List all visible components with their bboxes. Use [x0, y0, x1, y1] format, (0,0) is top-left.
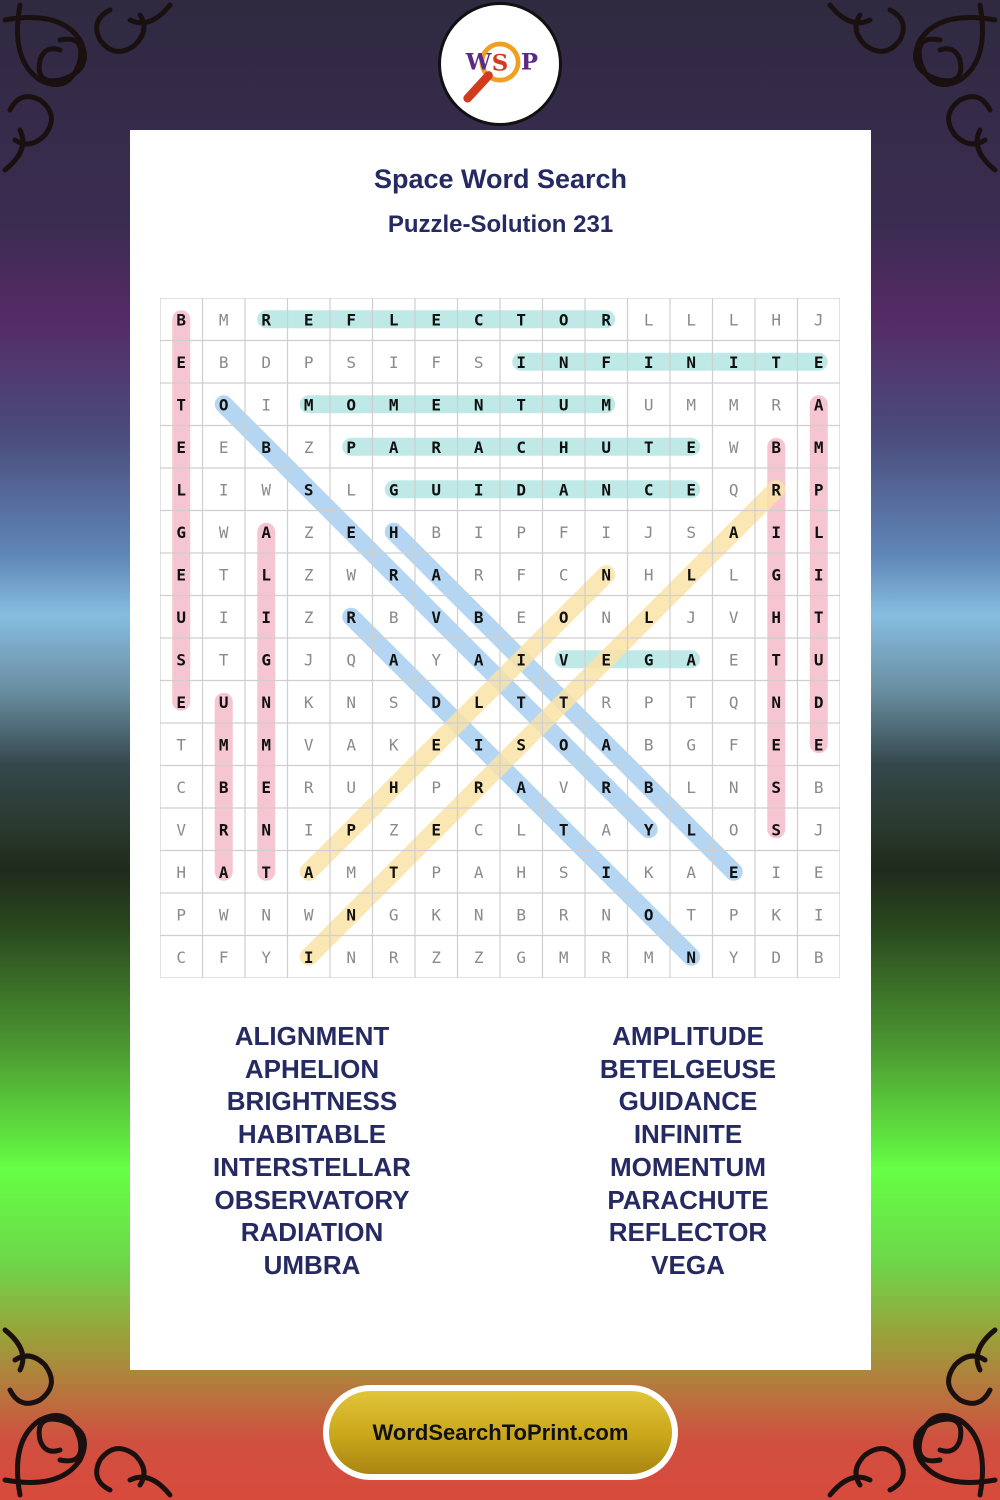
grid-letter: L: [686, 310, 697, 330]
grid-letter: B: [218, 352, 229, 372]
grid-letter: K: [431, 905, 442, 925]
grid-letter: D: [813, 692, 824, 712]
grid-letter: O: [728, 820, 739, 840]
grid-letter: H: [558, 437, 569, 457]
grid-letter: U: [813, 650, 824, 670]
grid-letter: B: [643, 777, 654, 797]
grid-letter: E: [176, 437, 187, 457]
grid-letter: T: [516, 692, 527, 712]
grid-letter: I: [388, 352, 399, 372]
grid-letter: R: [558, 905, 569, 925]
grid-letter: R: [601, 947, 612, 967]
word-grid: [160, 298, 840, 978]
website-button[interactable]: [323, 1385, 678, 1480]
grid-letter: C: [558, 565, 569, 585]
grid-letter: I: [516, 650, 527, 670]
grid-letter: A: [686, 862, 697, 882]
grid-letter: R: [601, 310, 612, 330]
grid-letter: A: [473, 437, 484, 457]
grid-letter: S: [771, 777, 782, 797]
grid-letter: A: [346, 735, 357, 755]
grid-letter: W: [346, 565, 357, 585]
grid-letter: I: [261, 607, 272, 627]
grid-letter: V: [728, 607, 739, 627]
grid-letter: J: [813, 310, 824, 330]
grid-letter: M: [261, 735, 272, 755]
grid-letter: M: [303, 395, 314, 415]
grid-letter: F: [431, 352, 442, 372]
logo-letter-w: W: [465, 49, 492, 76]
grid-letter: B: [643, 735, 654, 755]
logo-letter-s: S: [491, 50, 509, 77]
grid-letter: G: [261, 650, 272, 670]
grid-letter: F: [218, 947, 229, 967]
grid-letter: L: [473, 692, 484, 712]
grid-letter: I: [771, 522, 782, 542]
grid-letter: T: [686, 905, 697, 925]
grid-letter: S: [686, 522, 697, 542]
grid-letter: N: [601, 607, 612, 627]
grid-letter: F: [558, 522, 569, 542]
grid-letter: W: [218, 905, 229, 925]
grid-letter: S: [558, 862, 569, 882]
grid-letter: U: [218, 692, 229, 712]
grid-letter: N: [558, 352, 569, 372]
grid-letter: E: [686, 480, 697, 500]
grid-letter: N: [346, 905, 357, 925]
grid-letter: I: [473, 735, 484, 755]
grid-letter: O: [346, 395, 357, 415]
grid-letter: E: [176, 352, 187, 372]
grid-letter: T: [771, 650, 782, 670]
grid-letter: I: [771, 862, 782, 882]
word-list-item: BETELGEUSE: [599, 1053, 777, 1084]
grid-letter: G: [516, 947, 527, 967]
grid-letter: E: [431, 735, 442, 755]
grid-letter: Z: [473, 947, 484, 967]
grid-letter: O: [558, 735, 569, 755]
word-list-right: [508, 1020, 868, 1282]
word-list-item: OBSERVATORY: [214, 1184, 410, 1215]
website-label[interactable]: WordSearchToPrint.com: [372, 1419, 629, 1445]
page-subtitle: Puzzle-Solution 231: [387, 211, 614, 238]
grid-letter: L: [346, 480, 357, 500]
grid-letter: L: [643, 607, 654, 627]
grid-letter: O: [558, 607, 569, 627]
grid-letter: I: [473, 522, 484, 542]
grid-letter: B: [813, 777, 824, 797]
grid-letter: D: [516, 480, 527, 500]
grid-letter: P: [346, 820, 357, 840]
grid-letter: N: [601, 565, 612, 585]
grid-letter: D: [431, 692, 442, 712]
grid-letter: I: [813, 565, 824, 585]
grid-letter: C: [473, 820, 484, 840]
grid-letter: H: [388, 522, 399, 542]
logo-letter-p: P: [520, 49, 539, 76]
grid-letter: E: [346, 522, 357, 542]
grid-letter: R: [431, 437, 442, 457]
word-list-item: UMBRA: [263, 1249, 361, 1280]
grid-letter: R: [601, 692, 612, 712]
grid-letter: N: [601, 905, 612, 925]
grid-letter: L: [176, 480, 187, 500]
grid-letter: S: [346, 352, 357, 372]
grid-letter: N: [261, 905, 272, 925]
grid-letter: R: [473, 565, 484, 585]
grid-letter: L: [686, 565, 697, 585]
grid-letter: R: [346, 607, 357, 627]
grid-letter: S: [176, 650, 187, 670]
word-list-item: HABITABLE: [237, 1119, 387, 1150]
grid-letter: E: [218, 437, 229, 457]
grid-letter: R: [388, 565, 399, 585]
grid-letter: N: [771, 692, 782, 712]
grid-letter: F: [516, 565, 527, 585]
grid-letter: Q: [346, 650, 357, 670]
grid-letter: A: [218, 862, 229, 882]
grid-letter: T: [261, 862, 272, 882]
grid-letter: O: [558, 310, 569, 330]
grid-letter: E: [728, 862, 739, 882]
word-list-item: PARACHUTE: [607, 1184, 769, 1215]
grid-letter: T: [686, 692, 697, 712]
grid-letter: N: [686, 352, 697, 372]
grid-letter: K: [771, 905, 782, 925]
grid-letter: N: [261, 820, 272, 840]
grid-letter: A: [558, 480, 569, 500]
grid-letter: E: [771, 735, 782, 755]
grid-letter: W: [218, 522, 229, 542]
page-title: Space Word Search: [373, 164, 628, 194]
grid-letter: T: [218, 565, 229, 585]
grid-letter: T: [218, 650, 229, 670]
grid-letter: C: [176, 947, 187, 967]
grid-letter: D: [771, 947, 782, 967]
grid-letter: J: [643, 522, 654, 542]
grid-letter: S: [516, 735, 527, 755]
grid-letter: L: [516, 820, 527, 840]
grid-letter: B: [473, 607, 484, 627]
grid-letter: B: [771, 437, 782, 457]
grid-letter: Z: [303, 522, 314, 542]
grid-letter: R: [473, 777, 484, 797]
grid-letter: T: [813, 607, 824, 627]
grid-letter: J: [686, 607, 697, 627]
grid-letter: T: [516, 395, 527, 415]
grid-letter: I: [473, 480, 484, 500]
grid-letter: L: [686, 820, 697, 840]
grid-letter: A: [601, 820, 612, 840]
grid-letter: U: [346, 777, 357, 797]
grid-letter: T: [176, 735, 187, 755]
grid-letter: E: [813, 352, 824, 372]
word-list-item: MOMENTUM: [610, 1151, 766, 1182]
grid-letter: T: [516, 310, 527, 330]
grid-letter: F: [601, 352, 612, 372]
grid-letter: V: [176, 820, 187, 840]
grid-letter: W: [303, 905, 314, 925]
grid-letter: L: [728, 565, 739, 585]
grid-letter: N: [346, 692, 357, 712]
grid-letter: E: [728, 650, 739, 670]
grid-letter: Q: [728, 692, 739, 712]
grid-letter: B: [388, 607, 399, 627]
grid-letter: T: [558, 692, 569, 712]
grid-letter: T: [558, 820, 569, 840]
grid-letter: U: [558, 395, 569, 415]
grid-letter: U: [601, 437, 612, 457]
grid-letter: N: [601, 480, 612, 500]
grid-letter: H: [176, 862, 187, 882]
grid-letter: S: [303, 480, 314, 500]
grid-letter: R: [303, 777, 314, 797]
grid-letter: G: [643, 650, 654, 670]
grid-letter: G: [771, 565, 782, 585]
word-list-item: INFINITE: [633, 1119, 743, 1150]
grid-letter: I: [218, 607, 229, 627]
grid-letter: P: [813, 480, 824, 500]
grid-letter: K: [643, 862, 654, 882]
grid-letter: N: [686, 947, 697, 967]
word-list-left: [132, 1020, 492, 1282]
grid-letter: B: [218, 777, 229, 797]
grid-letter: N: [346, 947, 357, 967]
grid-letter: M: [558, 947, 569, 967]
grid-letter: B: [261, 437, 272, 457]
grid-letter: P: [516, 522, 527, 542]
grid-letter: O: [643, 905, 654, 925]
grid-letter: M: [218, 310, 229, 330]
grid-letter: E: [516, 607, 527, 627]
word-list-item: BRIGHTNESS: [226, 1086, 398, 1117]
grid-letter: T: [643, 437, 654, 457]
grid-letter: R: [261, 310, 272, 330]
grid-letter: L: [261, 565, 272, 585]
grid-letter: D: [261, 352, 272, 372]
grid-letter: U: [431, 480, 442, 500]
grid-letter: F: [346, 310, 357, 330]
grid-letter: I: [601, 862, 612, 882]
grid-letter: N: [261, 692, 272, 712]
grid-letter: R: [218, 820, 229, 840]
grid-letter: Z: [388, 820, 399, 840]
grid-letter: N: [473, 395, 484, 415]
grid-letter: L: [388, 310, 399, 330]
grid-letter: E: [813, 862, 824, 882]
grid-letter: Z: [303, 607, 314, 627]
word-list-item: RADIATION: [240, 1217, 384, 1248]
grid-letter: E: [601, 650, 612, 670]
grid-letter: P: [431, 777, 442, 797]
grid-letter: Y: [261, 947, 272, 967]
grid-letter: P: [346, 437, 357, 457]
grid-letter: M: [643, 947, 654, 967]
grid-letter: V: [558, 650, 569, 670]
grid-letter: A: [601, 735, 612, 755]
word-list-item: AMPLITUDE: [612, 1021, 764, 1051]
grid-letter: A: [388, 650, 399, 670]
grid-letter: H: [388, 777, 399, 797]
grid-letter: I: [728, 352, 739, 372]
grid-letter: H: [771, 310, 782, 330]
grid-letter: T: [176, 395, 187, 415]
grid-letter: M: [388, 395, 399, 415]
grid-letter: M: [728, 395, 739, 415]
grid-letter: V: [558, 777, 569, 797]
grid-letter: L: [643, 310, 654, 330]
grid-letter: E: [813, 735, 824, 755]
word-list-item: INTERSTELLAR: [213, 1151, 411, 1182]
puzzle-card: [130, 130, 871, 1370]
grid-letter: A: [728, 522, 739, 542]
grid-letter: G: [388, 480, 399, 500]
grid-letter: R: [388, 947, 399, 967]
grid-letter: E: [303, 310, 314, 330]
word-list-item: REFLECTOR: [608, 1217, 768, 1248]
grid-letter: Z: [303, 437, 314, 457]
grid-letter: G: [686, 735, 697, 755]
grid-letter: E: [176, 692, 187, 712]
grid-letter: R: [771, 480, 782, 500]
grid-letter: L: [686, 777, 697, 797]
grid-letter: Z: [303, 565, 314, 585]
grid-letter: I: [218, 480, 229, 500]
grid-letter: A: [686, 650, 697, 670]
grid-letter: I: [516, 352, 527, 372]
grid-letter: I: [303, 820, 314, 840]
grid-letter: T: [771, 352, 782, 372]
grid-letter: C: [643, 480, 654, 500]
grid-letter: M: [218, 735, 229, 755]
word-list-item: GUIDANCE: [618, 1086, 758, 1117]
grid-letter: B: [431, 522, 442, 542]
grid-letter: I: [643, 352, 654, 372]
grid-letter: A: [303, 862, 314, 882]
grid-letter: A: [473, 862, 484, 882]
grid-letter: W: [728, 437, 739, 457]
grid-letter: P: [728, 905, 739, 925]
grid-letter: U: [176, 607, 187, 627]
grid-letter: K: [388, 735, 399, 755]
grid-letter: S: [771, 820, 782, 840]
grid-letter: U: [643, 395, 654, 415]
grid-letter: G: [388, 905, 399, 925]
grid-letter: J: [813, 820, 824, 840]
grid-letter: Y: [643, 820, 654, 840]
grid-letter: J: [303, 650, 314, 670]
grid-letter: L: [813, 522, 824, 542]
grid-letter: H: [516, 862, 527, 882]
grid-letter: P: [643, 692, 654, 712]
grid-letter: I: [261, 395, 272, 415]
word-list-item: APHELION: [244, 1053, 380, 1084]
grid-letter: H: [771, 607, 782, 627]
grid-letter: F: [728, 735, 739, 755]
grid-letter: M: [601, 395, 612, 415]
grid-letter: Y: [728, 947, 739, 967]
grid-letter: E: [176, 565, 187, 585]
grid-letter: A: [431, 565, 442, 585]
word-list-item: VEGA: [651, 1249, 725, 1280]
grid-letter: R: [771, 395, 782, 415]
grid-letter: V: [303, 735, 314, 755]
grid-letter: N: [728, 777, 739, 797]
grid-letter: A: [516, 777, 527, 797]
grid-letter: L: [728, 310, 739, 330]
grid-letter: G: [176, 522, 187, 542]
grid-letter: C: [516, 437, 527, 457]
grid-letter: B: [516, 905, 527, 925]
grid-letter: I: [601, 522, 612, 542]
grid-letter: E: [686, 437, 697, 457]
grid-letter: M: [813, 437, 824, 457]
grid-letter: I: [303, 947, 314, 967]
grid-letter: C: [473, 310, 484, 330]
grid-letter: Z: [431, 947, 442, 967]
grid-letter: P: [176, 905, 187, 925]
brand-logo[interactable]: [438, 2, 562, 126]
grid-letter: P: [431, 862, 442, 882]
grid-letter: O: [218, 395, 229, 415]
grid-letter: B: [176, 310, 187, 330]
grid-letter: K: [303, 692, 314, 712]
grid-letter: W: [261, 480, 272, 500]
grid-letter: M: [346, 862, 357, 882]
grid-letter: V: [431, 607, 442, 627]
grid-letter: Q: [728, 480, 739, 500]
grid-letter: A: [388, 437, 399, 457]
word-list-item: ALIGNMENT: [234, 1021, 390, 1051]
grid-letter: E: [431, 310, 442, 330]
grid-letter: T: [388, 862, 399, 882]
grid-letter: N: [473, 905, 484, 925]
grid-letter: E: [431, 395, 442, 415]
grid-letter: M: [686, 395, 697, 415]
grid-letter: A: [473, 650, 484, 670]
grid-letter: H: [643, 565, 654, 585]
grid-letter: S: [473, 352, 484, 372]
grid-letter: P: [303, 352, 314, 372]
grid-letter: I: [813, 905, 824, 925]
grid-letter: C: [176, 777, 187, 797]
grid-letter: A: [261, 522, 272, 542]
grid-letter: A: [813, 395, 824, 415]
grid-letter: R: [601, 777, 612, 797]
grid-letter: E: [431, 820, 442, 840]
grid-letter: B: [813, 947, 824, 967]
grid-letter: E: [261, 777, 272, 797]
grid-letter: S: [388, 692, 399, 712]
grid-letter: Y: [431, 650, 442, 670]
